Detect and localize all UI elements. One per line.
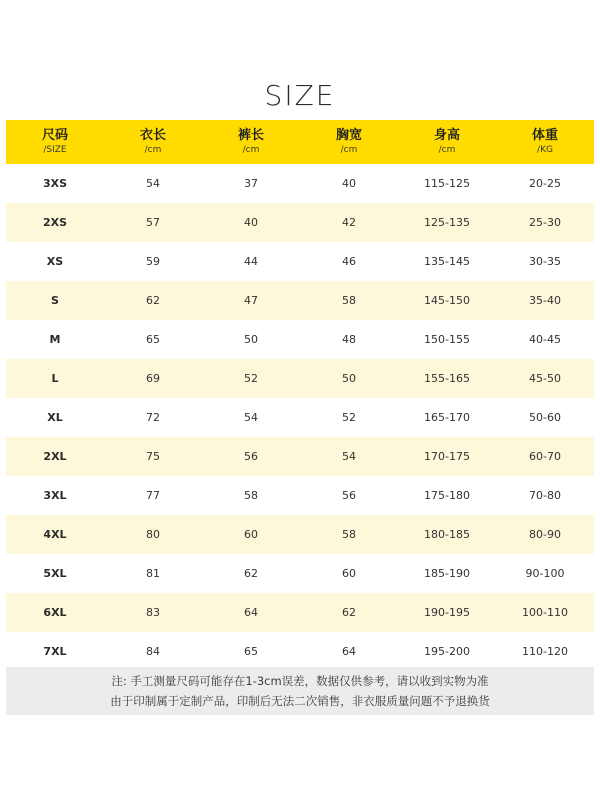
header-pants-length (202, 120, 300, 164)
table-row (6, 320, 594, 359)
height-cell: 195-200 (424, 645, 470, 658)
header-unit: /cm (144, 145, 162, 155)
height-cell: 150-155 (424, 333, 470, 346)
page-title: SIZE (264, 79, 336, 112)
weight-cell: 90-100 (525, 567, 565, 580)
chest-width-cell: 40 (342, 177, 356, 190)
pants-length-cell: 64 (244, 606, 258, 619)
height-cell: 175-180 (424, 489, 470, 502)
height-cell: 135-145 (424, 255, 470, 268)
top-length-cell: 62 (146, 294, 160, 307)
chest-width-cell: 50 (342, 372, 356, 385)
height-cell: 125-135 (424, 216, 470, 229)
height-cell: 145-150 (424, 294, 470, 307)
top-length-cell: 77 (146, 489, 160, 502)
note-line-2: 由于印制属于定制产品，印制后无法二次销售，非衣服质量问题不予退换货 (110, 694, 490, 708)
weight-cell: 25-30 (529, 216, 561, 229)
weight-cell: 110-120 (522, 645, 568, 658)
chest-width-cell: 58 (342, 528, 356, 541)
pants-length-cell: 52 (244, 372, 258, 385)
height-cell: 180-185 (424, 528, 470, 541)
top-length-cell: 54 (146, 177, 160, 190)
size-cell: 7XL (43, 645, 67, 658)
weight-cell: 35-40 (529, 294, 561, 307)
header-top-length (104, 120, 202, 164)
size-cell: S (51, 294, 59, 307)
top-length-cell: 59 (146, 255, 160, 268)
size-cell: M (49, 333, 61, 346)
height-cell: 155-165 (424, 372, 470, 385)
height-cell: 165-170 (424, 411, 470, 424)
pants-length-cell: 58 (244, 489, 258, 502)
table-row (6, 164, 594, 203)
size-cell: 2XL (43, 450, 67, 463)
note-line-1: 注: 手工测量尺码可能存在1-3cm误差，数据仅供参考，请以收到实物为准 (111, 674, 489, 688)
table-body (6, 164, 594, 671)
size-cell: XL (47, 411, 63, 424)
header-label: 体重 (531, 128, 558, 143)
pants-length-cell: 62 (244, 567, 258, 580)
top-length-cell: 83 (146, 606, 160, 619)
chest-width-cell: 60 (342, 567, 356, 580)
header-label: 尺码 (41, 128, 68, 143)
pants-length-cell: 47 (244, 294, 258, 307)
header-label: 衣长 (139, 128, 166, 143)
table-row (6, 554, 594, 593)
weight-cell: 60-70 (529, 450, 561, 463)
header-label: 胸宽 (335, 128, 362, 143)
header-unit: /cm (242, 145, 260, 155)
pants-length-cell: 40 (244, 216, 258, 229)
table-row (6, 242, 594, 281)
table-row (6, 632, 594, 671)
pants-length-cell: 37 (244, 177, 258, 190)
weight-cell: 40-45 (529, 333, 561, 346)
pants-length-cell: 54 (244, 411, 258, 424)
height-cell: 190-195 (424, 606, 470, 619)
table-row (6, 476, 594, 515)
size-table (6, 120, 594, 671)
table-row (6, 515, 594, 554)
weight-cell: 30-35 (529, 255, 561, 268)
size-cell: 2XS (42, 216, 68, 229)
height-cell: 170-175 (424, 450, 470, 463)
size-cell: XS (46, 255, 64, 268)
header-weight (496, 120, 594, 164)
table-row (6, 281, 594, 320)
header-unit: /SIZE (43, 145, 67, 155)
size-cell: 3XL (43, 489, 67, 502)
weight-cell: 45-50 (529, 372, 561, 385)
header-chest-width (300, 120, 398, 164)
pants-length-cell: 44 (244, 255, 258, 268)
header-unit: /KG (537, 145, 553, 155)
top-length-cell: 69 (146, 372, 160, 385)
top-length-cell: 80 (146, 528, 160, 541)
chest-width-cell: 42 (342, 216, 356, 229)
chest-width-cell: 54 (342, 450, 356, 463)
pants-length-cell: 56 (244, 450, 258, 463)
weight-cell: 80-90 (529, 528, 561, 541)
header-size (6, 120, 104, 164)
chest-width-cell: 56 (342, 489, 356, 502)
chest-width-cell: 58 (342, 294, 356, 307)
top-length-cell: 81 (146, 567, 160, 580)
header-height (398, 120, 496, 164)
height-cell: 115-125 (424, 177, 470, 190)
size-cell: 6XL (43, 606, 67, 619)
top-length-cell: 72 (146, 411, 160, 424)
table-row (6, 359, 594, 398)
chest-width-cell: 64 (342, 645, 356, 658)
table-row (6, 398, 594, 437)
size-note (6, 667, 594, 715)
top-length-cell: 57 (146, 216, 160, 229)
weight-cell: 20-25 (529, 177, 561, 190)
chest-width-cell: 48 (342, 333, 356, 346)
header-unit: /cm (340, 145, 358, 155)
top-length-cell: 75 (146, 450, 160, 463)
table-row (6, 203, 594, 242)
header-label: 裤长 (237, 128, 264, 143)
weight-cell: 100-110 (522, 606, 568, 619)
top-length-cell: 65 (146, 333, 160, 346)
size-cell: 4XL (43, 528, 67, 541)
pants-length-cell: 65 (244, 645, 258, 658)
weight-cell: 70-80 (529, 489, 561, 502)
size-cell: 3XS (42, 177, 68, 190)
height-cell: 185-190 (424, 567, 470, 580)
table-row (6, 437, 594, 476)
size-cell: L (51, 372, 59, 385)
header-unit: /cm (438, 145, 456, 155)
chest-width-cell: 46 (342, 255, 356, 268)
pants-length-cell: 50 (244, 333, 258, 346)
table-row (6, 593, 594, 632)
chest-width-cell: 62 (342, 606, 356, 619)
weight-cell: 50-60 (529, 411, 561, 424)
size-cell: 5XL (43, 567, 67, 580)
chest-width-cell: 52 (342, 411, 356, 424)
top-length-cell: 84 (146, 645, 160, 658)
pants-length-cell: 60 (244, 528, 258, 541)
table-header (6, 120, 594, 164)
header-label: 身高 (433, 128, 460, 143)
